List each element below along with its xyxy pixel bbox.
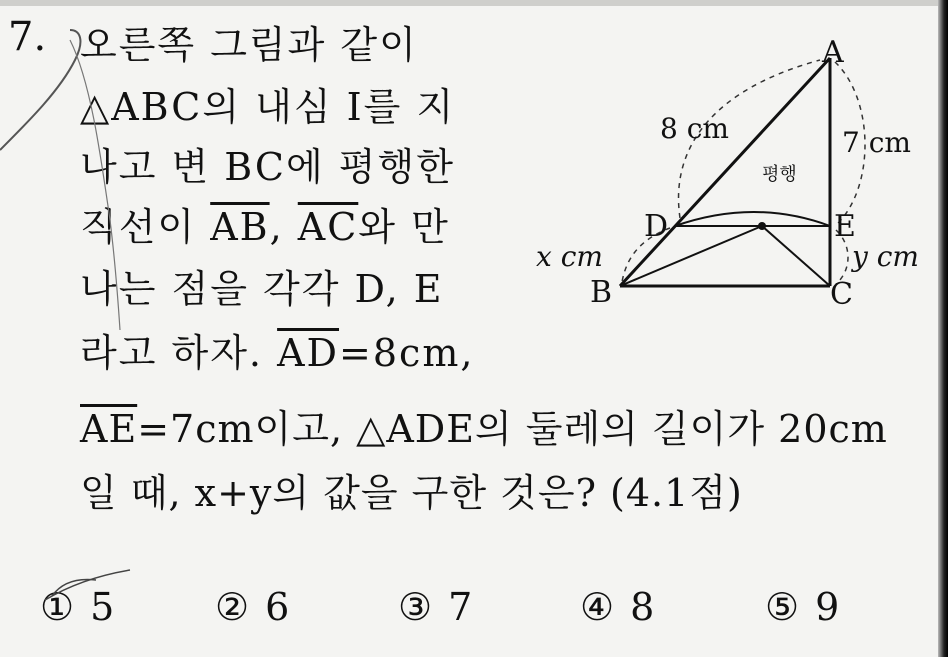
handwritten-note: 평행 [762, 164, 797, 185]
label-e: E [834, 209, 856, 244]
incenter-point [758, 222, 766, 230]
choice-3-mark: ③ [398, 585, 433, 629]
choice-5[interactable] [765, 585, 839, 629]
label-a: A [822, 35, 844, 70]
ad-value: =8cm, [339, 331, 475, 375]
bisector-bi [620, 226, 762, 286]
question-line-2: △ABC의 내심 I를 지 [80, 85, 456, 129]
bisector-ci [762, 226, 830, 286]
question-line-4 [80, 196, 450, 251]
line6-text: 라고 하자. [80, 331, 263, 375]
segment-ac: $\overline{AC}$ [297, 205, 359, 249]
label-ae-length: 7 cm [842, 126, 911, 159]
arc-mark [675, 212, 830, 226]
label-b: B [590, 275, 613, 310]
choice-3[interactable] [398, 585, 472, 629]
line4-tail: 와 만 [358, 205, 450, 249]
choice-5-mark: ⑤ [765, 585, 800, 629]
choice-1[interactable] [40, 585, 114, 629]
answer-choices [0, 585, 948, 635]
question-number: 7. [8, 14, 47, 60]
label-c: C [830, 277, 853, 312]
question-line-1: 오른쪽 그림과 같이 [80, 23, 418, 67]
scan-edge-right [938, 0, 948, 657]
choice-4-mark: ④ [580, 585, 615, 629]
line7-text: 이고, △ADE의 둘레의 길이가 20cm [254, 407, 888, 451]
comma: , [269, 205, 298, 249]
choice-2-value: 6 [265, 585, 290, 629]
question-line-5: 나는 점을 각각 D, E [80, 267, 444, 311]
line4-text: 직선이 [80, 205, 197, 249]
choice-1-mark: ① [40, 585, 75, 629]
label-d: D [644, 209, 669, 244]
triangle-figure [530, 30, 930, 320]
choice-3-value: 7 [448, 585, 473, 629]
scan-edge-top [0, 0, 948, 6]
choice-2[interactable] [215, 585, 289, 629]
segment-ae: $\overline{AE}$ [80, 407, 138, 451]
choice-1-value: 5 [90, 585, 115, 629]
choice-5-value: 9 [815, 585, 840, 629]
segment-ad: $\overline{AD}$ [277, 331, 340, 375]
label-ad-length: 8 cm [660, 112, 729, 145]
choice-4-value: 8 [630, 585, 655, 629]
choice-2-mark: ② [215, 585, 250, 629]
question-line-6 [80, 322, 474, 377]
ae-value: =7cm [137, 407, 255, 451]
label-ec-length: y cm [852, 240, 919, 273]
choice-4[interactable] [580, 585, 654, 629]
question-line-8: 일 때, x+y의 값을 구한 것은? (4.1점) [80, 471, 743, 515]
segment-ab: $\overline{AB}$ [210, 205, 270, 249]
side-ab [620, 58, 830, 286]
label-db-length: x cm [536, 240, 603, 273]
question-line-7 [80, 398, 888, 453]
question-line-3: 나고 변 BC에 평행한 [80, 145, 455, 189]
